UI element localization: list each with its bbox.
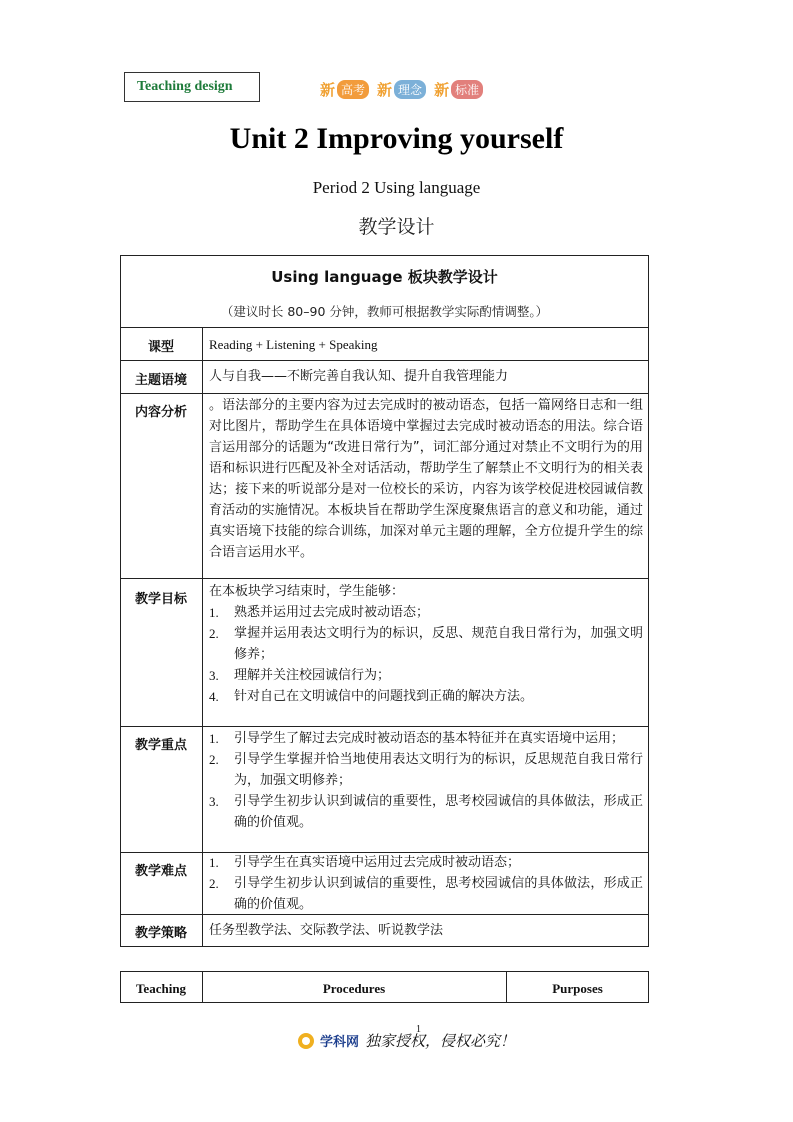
list-text: 引导学生了解过去完成时被动语态的基本特征并在真实语境中运用； <box>234 731 625 746</box>
footer <box>298 1030 515 1051</box>
slogan-word: 新 <box>434 81 450 99</box>
list-number: 2. <box>209 752 219 767</box>
row-label-objectives: 教学目标 <box>134 592 187 607</box>
difficulties-list <box>209 852 643 915</box>
difficulties-cell <box>209 852 643 915</box>
row-label-difficulties: 教学难点 <box>134 864 187 879</box>
list-number: 3. <box>209 668 219 683</box>
copyright-text: 独家授权，侵权必究！ <box>365 1032 516 1050</box>
list-item <box>209 686 643 707</box>
list-text: 引导学生初步认识到诚信的重要性，思考校园诚信的具体做法，形成正确的价值观。 <box>234 876 643 912</box>
slogan-pill: 理念 <box>394 80 426 99</box>
list-number: 1. <box>209 731 219 746</box>
list-text: 熟悉并运用过去完成时被动语态； <box>234 605 430 620</box>
page-subtitle: Period 2 Using language <box>312 178 481 197</box>
header-purposes: Purposes <box>552 981 603 996</box>
list-item <box>209 728 643 749</box>
row-label-key-points: 教学重点 <box>134 738 187 753</box>
list-item <box>209 749 643 791</box>
table-divider <box>120 578 649 579</box>
list-item <box>209 873 643 915</box>
slogan-word: 新 <box>320 81 336 99</box>
list-number: 1. <box>209 605 219 620</box>
chinese-title: 教学设计 <box>358 216 435 238</box>
header-procedures: Procedures <box>322 981 386 996</box>
table-divider <box>120 360 649 361</box>
list-text: 引导学生初步认识到诚信的重要性，思考校园诚信的具体做法，形成正确的价值观。 <box>234 794 643 830</box>
list-item <box>209 623 643 665</box>
table-column-divider <box>202 327 203 947</box>
list-text: 引导学生在真实语境中运用过去完成时被动语态； <box>234 855 521 870</box>
list-number: 2. <box>209 626 219 641</box>
slogan-word: 新 <box>377 81 393 99</box>
objectives-intro: 在本板块学习结束时，学生能够： <box>209 584 405 599</box>
table-divider <box>120 726 649 727</box>
list-number: 1. <box>209 855 219 870</box>
theme-value: 人与自我——不断完善自我认知、提升自我管理能力 <box>209 369 509 384</box>
row-label-content-analysis: 内容分析 <box>134 405 187 420</box>
row-label-lesson-type: 课型 <box>147 340 174 355</box>
table-note: （建议时长 80–90 分钟，教师可根据教学实际酌情调整。） <box>220 304 549 319</box>
teaching-design-label: Teaching design <box>137 79 233 94</box>
header-teaching: Teaching <box>135 981 187 996</box>
objectives-list <box>209 602 643 707</box>
objectives-cell <box>209 581 643 707</box>
table-divider <box>120 393 649 394</box>
lesson-type-value: Reading + Listening + Speaking <box>209 337 378 352</box>
table-divider <box>120 327 649 328</box>
list-number: 2. <box>209 876 219 891</box>
page-title: Unit 2 Improving yourself <box>229 122 564 155</box>
slogan-pill: 高考 <box>337 80 369 99</box>
list-item <box>209 791 643 833</box>
list-item <box>209 852 643 873</box>
row-label-strategies: 教学策略 <box>134 926 187 941</box>
slogan <box>320 79 489 100</box>
strategies-value: 任务型教学法、交际教学法、听说教学法 <box>209 923 444 938</box>
row-label-theme: 主题语境 <box>134 373 187 388</box>
content-analysis-value: 。语法部分的主要内容为过去完成时的被动语态，包括一篇网络日志和一组对比图片，帮助学生在具体语境中掌握过去完成时被动语态的用法。综合语言运用部分的话题为“改进日常行为”，词汇部分通过对禁止不文明行为的用语和标识进行匹配及补全对话活动，帮助学生了解禁止不文明行为的相关表达；接下来的听说部分是对一位校长的采访，内容为该学校促进校园诚信教育活动的实施情况。本板块旨在帮助学生深度聚焦语言的意义和功能，通过真实语境下技能的综合训练，加深对单元主题的理解，全方位提升学生的综合语言运用水平。 <box>209 398 643 560</box>
xuekewang-logo-icon <box>298 1033 314 1049</box>
list-text: 针对自己在文明诚信中的问题找到正确的解决方法。 <box>234 689 534 704</box>
list-text: 理解并关注校园诚信行为； <box>234 668 391 683</box>
slogan-pill: 标准 <box>451 80 483 99</box>
list-text: 引导学生掌握并恰当地使用表达文明行为的标识，反思规范自我日常行为，加强文明修养； <box>234 752 643 788</box>
key-points-list <box>209 728 643 833</box>
table-title: Using language 板块教学设计 <box>271 268 498 286</box>
page-number: 1 <box>416 1024 421 1035</box>
teaching-design-tag <box>124 72 260 102</box>
list-item <box>209 665 643 686</box>
list-number: 3. <box>209 794 219 809</box>
logo-text: 学科网 <box>320 1035 360 1050</box>
key-points-cell <box>209 728 643 833</box>
list-number: 4. <box>209 689 219 704</box>
list-item <box>209 602 643 623</box>
list-text: 掌握并运用表达文明行为的标识，反思、规范自我日常行为，加强文明修养； <box>234 626 643 662</box>
